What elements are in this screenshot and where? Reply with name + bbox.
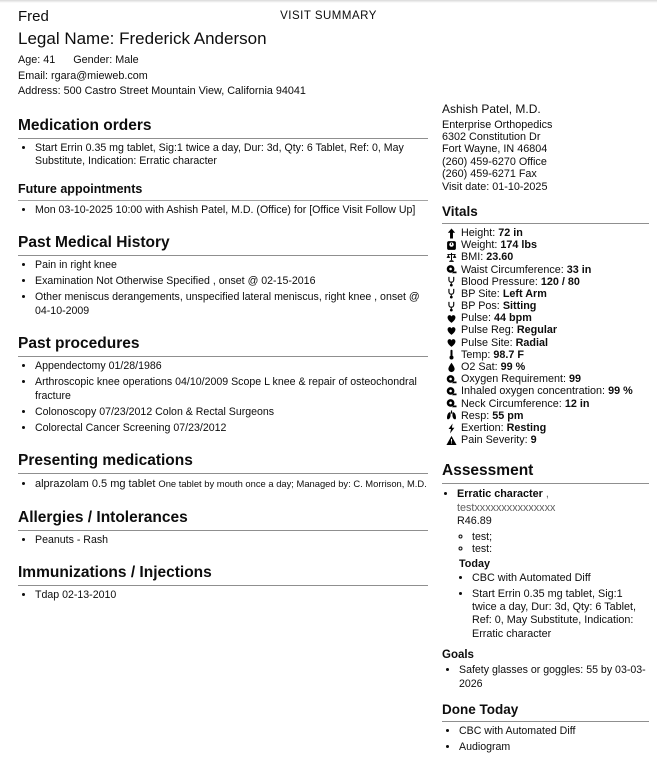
vital-row-oxygen-requirement xyxy=(446,373,649,385)
history-item: • Examination Not Otherwise Specified , onset @ 02-15-2016 xyxy=(35,275,428,289)
diagnosis-line xyxy=(457,488,649,515)
stethoscope-icon xyxy=(446,276,457,287)
section-title-goals: Goals xyxy=(442,649,649,662)
vital-value: 99 % xyxy=(608,385,633,397)
section-allergies xyxy=(18,508,428,548)
vital-value: 23.60 xyxy=(486,251,513,263)
section-future-appointments xyxy=(18,182,428,218)
section-title-done-today: Done Today xyxy=(442,701,649,722)
vital-label: Weight: xyxy=(461,239,497,251)
vital-value: 98.7 F xyxy=(493,349,524,361)
history-item: • Pain in right knee xyxy=(35,259,428,273)
presenting-medication-item xyxy=(35,477,428,492)
done-today-item: • CBC with Automated Diff xyxy=(459,725,649,739)
vital-row-inhaled-oxygen xyxy=(446,385,649,397)
provider-phone-office: (260) 459-6270 Office xyxy=(442,156,649,168)
section-title-presenting-medications: Presenting medications xyxy=(18,451,428,474)
vital-label: Resp: xyxy=(461,410,489,422)
vital-row-blood-pressure xyxy=(446,276,649,288)
lightning-bolt-icon xyxy=(446,423,457,434)
today-item: • CBC with Automated Diff xyxy=(472,572,649,585)
procedure-item: • Arthroscopic knee operations 04/10/2009 Scope L knee & repair of osteochondral fracture xyxy=(35,376,428,403)
section-assessment xyxy=(442,461,649,641)
vital-row-pain-severity xyxy=(446,434,649,446)
patient-gender: Gender: Male xyxy=(73,54,138,66)
section-immunizations xyxy=(18,563,428,603)
provider-phone-fax: (260) 459-6271 Fax xyxy=(442,168,649,180)
vital-value: 33 in xyxy=(567,264,592,276)
today-label: Today xyxy=(459,558,649,571)
vital-label: Exertion: xyxy=(461,422,504,434)
section-title-allergies: Allergies / Intolerances xyxy=(18,508,428,531)
lungs-icon xyxy=(446,410,457,421)
drug-name: alprazolam 0.5 mg tablet xyxy=(35,478,155,490)
diagnosis-name: Erratic character xyxy=(457,488,543,500)
procedure-item: • Colorectal Cancer Screening 07/23/2012 xyxy=(35,422,428,436)
vital-row-o2-sat xyxy=(446,361,649,373)
vital-row-pulse-site xyxy=(446,337,649,349)
warning-triangle-icon xyxy=(446,435,457,446)
history-item: • Other meniscus derangements, unspecified lateral meniscus, right knee , onset @ 04-10-2009 xyxy=(35,291,428,318)
two-column-layout xyxy=(18,100,649,757)
visit-date: Visit date: 01-10-2025 xyxy=(442,181,649,193)
provider-name: Ashish Patel, M.D. xyxy=(442,102,649,117)
goal-item: • Safety glasses or goggles: 55 by 03-03-2026 xyxy=(459,664,649,691)
vital-row-exertion xyxy=(446,422,649,434)
section-medication-orders xyxy=(18,116,428,169)
vital-value: Regular xyxy=(517,324,557,336)
section-title-assessment: Assessment xyxy=(442,461,649,484)
vitals-list xyxy=(442,227,649,446)
vital-row-bp-pos xyxy=(446,300,649,312)
patient-age-gender xyxy=(18,53,649,69)
vital-value: 120 / 80 xyxy=(541,276,580,288)
diagnosis-note: , testxxxxxxxxxxxxxxx xyxy=(457,488,555,513)
balance-scale-icon xyxy=(446,252,457,263)
tape-measure-icon xyxy=(446,264,457,275)
section-title-past-procedures: Past procedures xyxy=(18,334,428,357)
drug-instructions: One tablet by mouth once a day; Managed by: C. Morrison, M.D. xyxy=(158,478,426,489)
vital-label: BP Pos: xyxy=(461,300,500,312)
vital-value: 99 % xyxy=(501,361,526,373)
vital-row-resp xyxy=(446,410,649,422)
vital-label: Neck Circumference: xyxy=(461,398,562,410)
vital-value: 44 bpm xyxy=(494,312,532,324)
vital-row-bmi xyxy=(446,251,649,263)
vital-row-temp xyxy=(446,349,649,361)
done-today-item: • Audiogram xyxy=(459,741,649,755)
immunization-item: • Tdap 02-13-2010 xyxy=(35,589,428,603)
medication-order-item: • Start Errin 0.35 mg tablet, Sig:1 twice a day, Dur: 3d, Qty: 6 Tablet, Ref: 0, May Substitute, Indication: Erratic character xyxy=(35,142,428,169)
procedure-item: • Colonoscopy 07/23/2012 Colon & Rectal Surgeons xyxy=(35,406,428,420)
vital-row-weight xyxy=(446,239,649,251)
vital-value: Left Arm xyxy=(503,288,547,300)
patient-age: Age: 41 xyxy=(18,54,55,66)
section-goals xyxy=(442,649,649,691)
left-column xyxy=(18,100,428,606)
section-presenting-medications xyxy=(18,451,428,492)
vital-value: 72 in xyxy=(498,227,523,239)
tape-measure-icon xyxy=(446,386,457,397)
patient-legal-name: Legal Name: Frederick Anderson xyxy=(18,28,649,49)
today-item: • Start Errin 0.35 mg tablet, Sig:1 twice a day, Dur: 3d, Qty: 6 Tablet, Ref: 0, May Substitute, Indication: Erratic character xyxy=(472,588,649,642)
provider-organization: Enterprise Orthopedics xyxy=(442,119,649,131)
section-done-today xyxy=(442,701,649,755)
section-title-immunizations: Immunizations / Injections xyxy=(18,563,428,586)
patient-address: Address: 500 Castro Street Mountain View, California 94041 xyxy=(18,84,649,100)
allergy-item: • Peanuts - Rash xyxy=(35,534,428,548)
vital-value: Sitting xyxy=(503,300,537,312)
heart-icon xyxy=(446,313,457,324)
droplet-icon xyxy=(446,362,457,373)
heart-icon xyxy=(446,337,457,348)
patient-first-name: Fred xyxy=(18,8,649,26)
doc-title: VISIT SUMMARY xyxy=(280,10,377,22)
vital-value: 9 xyxy=(531,434,537,446)
diagnosis-code: R46.89 xyxy=(457,515,649,528)
vital-row-bp-site xyxy=(446,288,649,300)
appointment-item: • Mon 03-10-2025 10:00 with Ashish Patel, M.D. (Office) for [Office Visit Follow Up] xyxy=(35,204,428,218)
section-past-medical-history xyxy=(18,233,428,318)
stethoscope-icon xyxy=(446,288,457,299)
provider-block xyxy=(442,102,649,193)
vital-label: Pain Severity: xyxy=(461,434,528,446)
section-past-procedures xyxy=(18,334,428,435)
vital-label: Inhaled oxygen concentration: xyxy=(461,385,605,397)
procedure-item: • Appendectomy 01/28/1986 xyxy=(35,360,428,374)
assessment-sub-item: ◦ test: xyxy=(472,543,649,556)
vital-value: 99 xyxy=(569,373,581,385)
patient-email: Email: rgara@mieweb.com xyxy=(18,69,649,85)
vital-label: BMI: xyxy=(461,251,483,263)
assessment-item xyxy=(457,488,649,641)
provider-address-line1: 6302 Constitution Dr xyxy=(442,131,649,143)
vital-label: BP Site: xyxy=(461,288,500,300)
vital-label: Height: xyxy=(461,227,495,239)
vital-label: Oxygen Requirement: xyxy=(461,373,566,385)
section-title-future-appointments: Future appointments xyxy=(18,182,428,201)
vital-label: Blood Pressure: xyxy=(461,276,538,288)
vital-label: Pulse: xyxy=(461,312,491,324)
vital-label: Waist Circumference: xyxy=(461,264,564,276)
vital-value: 174 lbs xyxy=(500,239,537,251)
vital-label: Temp: xyxy=(461,349,490,361)
vital-label: O2 Sat: xyxy=(461,361,498,373)
stethoscope-icon xyxy=(446,301,457,312)
vital-row-waist xyxy=(446,264,649,276)
assessment-sub-item: ◦ test; xyxy=(472,531,649,544)
vital-value: Radial xyxy=(516,337,548,349)
tape-measure-icon xyxy=(446,374,457,385)
section-vitals xyxy=(442,203,649,446)
tape-measure-icon xyxy=(446,398,457,409)
vital-value: 12 in xyxy=(565,398,590,410)
vital-row-pulse xyxy=(446,312,649,324)
vital-value: 55 pm xyxy=(492,410,523,422)
vital-label: Pulse Reg: xyxy=(461,324,514,336)
section-title-medication-orders: Medication orders xyxy=(18,116,428,139)
right-column xyxy=(442,100,649,757)
weight-scale-icon xyxy=(446,240,457,251)
section-title-past-medical-history: Past Medical History xyxy=(18,233,428,256)
vital-label: Pulse Site: xyxy=(461,337,513,349)
vital-value: Resting xyxy=(507,422,547,434)
vital-row-height xyxy=(446,227,649,239)
section-title-vitals: Vitals xyxy=(442,203,649,224)
thermometer-icon xyxy=(446,349,457,360)
heart-icon xyxy=(446,325,457,336)
vital-row-pulse-reg xyxy=(446,324,649,336)
height-icon xyxy=(446,228,457,239)
vital-row-neck xyxy=(446,398,649,410)
provider-address-line2: Fort Wayne, IN 46804 xyxy=(442,143,649,155)
